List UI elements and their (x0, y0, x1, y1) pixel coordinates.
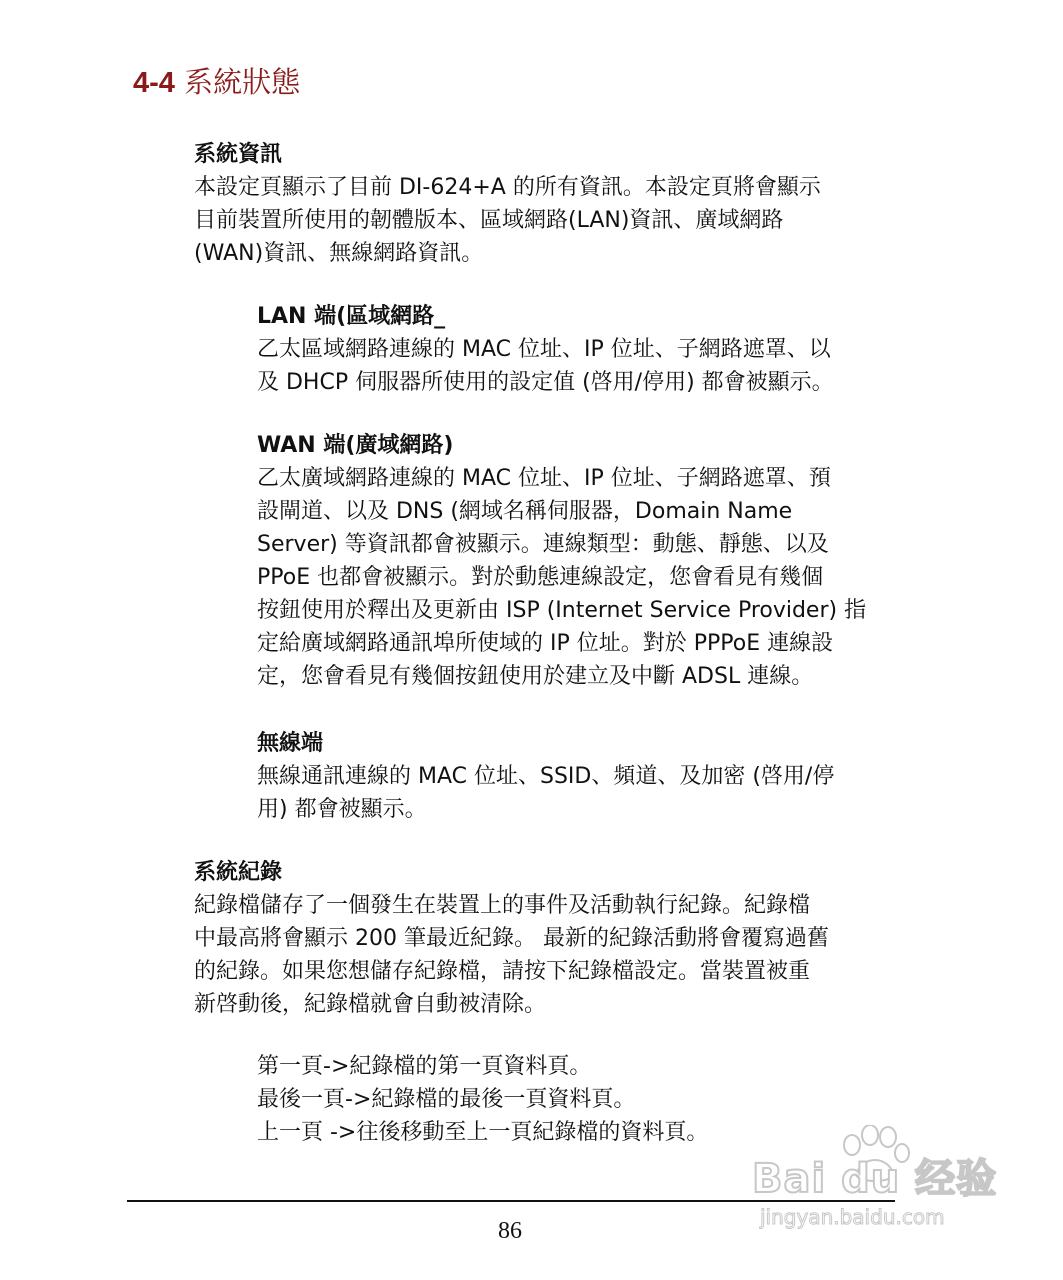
paragraph-line: 本設定頁顯示了目前 DI-624+A 的所有資訊。本設定頁將會顯示 (194, 175, 821, 200)
log-navigation-list (257, 1050, 708, 1149)
wan-section (257, 429, 866, 693)
paragraph-line: PPoE 也都會被顯示。對於動態連線設定，您會看見有幾個 (257, 565, 824, 590)
page-number: 86 (498, 1218, 522, 1244)
watermark-url: jingyan.baidu.com (760, 1205, 945, 1229)
system-info-heading: 系統資訊 (194, 142, 283, 167)
paragraph-line: 的紀錄。如果您想儲存紀錄檔，請按下紀錄檔設定。當裝置被重 (194, 959, 811, 984)
wireless-section (257, 727, 834, 826)
list-item: 第一頁->紀錄檔的第一頁資料頁。 (257, 1054, 592, 1079)
paragraph-line: 定給廣域網路通訊埠所使域的 IP 位址。對於 PPPoE 連線設 (257, 631, 834, 656)
paragraph-line: 設閘道、以及 DNS (網域名稱伺服器，Domain Name (257, 499, 793, 524)
list-item: 最後一頁->紀錄檔的最後一頁資料頁。 (257, 1087, 636, 1112)
paragraph-line: 乙太區域網路連線的 MAC 位址、IP 位址、子網路遮罩、以 (257, 337, 831, 362)
paragraph-line: 按鈕使用於釋出及更新由 ISP (Internet Service Provider) 指 (257, 598, 867, 623)
paragraph-line: 紀錄檔儲存了一個發生在裝置上的事件及活動執行紀錄。紀錄檔 (194, 893, 811, 918)
watermark-logo: Bai du 经验 (752, 1156, 998, 1202)
chapter-title-text: 系統狀態 (184, 65, 301, 99)
wan-heading: WAN 端(廣域網路) (257, 433, 454, 458)
paragraph-line: 無線通訊連線的 MAC 位址、SSID、頻道、及加密 (啓用/停 (257, 764, 835, 789)
paragraph-line: 及 DHCP 伺服器所使用的設定值 (啓用/停用) 都會被顯示。 (257, 370, 834, 395)
chapter-number: 4-4 (133, 67, 175, 99)
system-log-heading: 系統紀錄 (194, 860, 283, 885)
paragraph-line: 定，您會看見有幾個按鈕使用於建立及中斷 ADSL 連線。 (257, 664, 814, 689)
chapter-title (133, 62, 300, 103)
paragraph-line: 用) 都會被顯示。 (257, 797, 427, 822)
paragraph-line: 目前裝置所使用的韌體版本、區域網路(LAN)資訊、廣域網路 (194, 208, 784, 233)
paragraph-line: Server) 等資訊都會被顯示。連線類型：動態、靜態、以及 (257, 532, 829, 557)
lan-section (257, 300, 834, 399)
paragraph-line: 中最高將會顯示 200 筆最近紀錄。 最新的紀錄活動將會覆寫過舊 (194, 926, 829, 951)
system-info-section (194, 138, 821, 270)
list-item: 上一頁 ->往後移動至上一頁紀錄檔的資料頁。 (257, 1120, 709, 1145)
paragraph-line: (WAN)資訊、無線網路資訊。 (194, 241, 484, 266)
wireless-heading: 無線端 (257, 731, 324, 756)
paragraph-line: 乙太廣域網路連線的 MAC 位址、IP 位址、子網路遮罩、預 (257, 466, 831, 491)
baidu-watermark (752, 1125, 1002, 1235)
system-log-section (194, 856, 829, 1021)
lan-heading: LAN 端(區域網路_ (257, 304, 446, 329)
paragraph-line: 新啓動後，紀錄檔就會自動被清除。 (194, 992, 547, 1017)
